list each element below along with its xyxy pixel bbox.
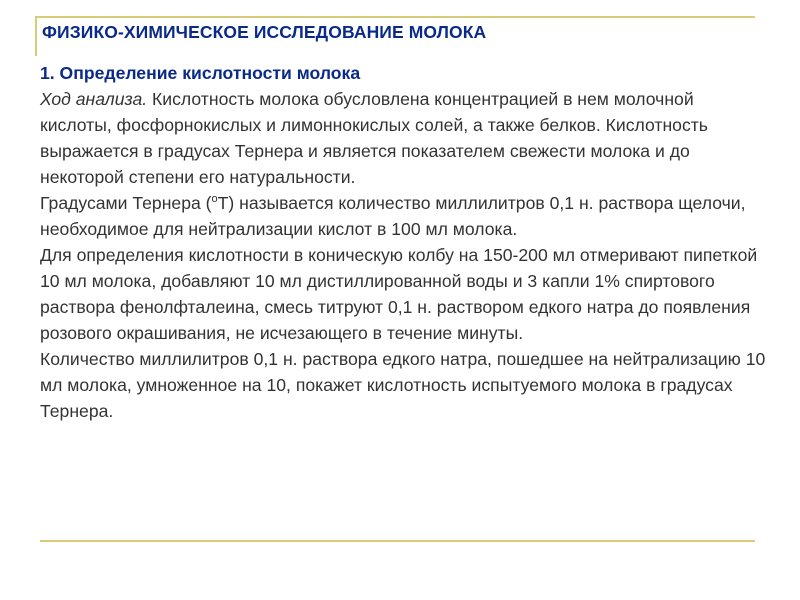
- section-heading: 1. Определение кислотности молока: [40, 63, 361, 83]
- turner-text-before: Градусами Тернера (: [40, 193, 212, 213]
- bottom-divider: [40, 540, 755, 542]
- slide-title: ФИЗИКО-ХИМИЧЕСКОЕ ИССЛЕДОВАНИЕ МОЛОКА: [42, 22, 487, 42]
- turner-text-after: Т) называется количество миллилитров 0,1 н. раствора щелочи, необходимое для нейтрализации кислот в 100 мл молока.: [40, 193, 746, 239]
- degree-superscript: о: [211, 193, 218, 206]
- paragraph-procedure: Для определения кислотности в коническую колбу на 150-200 мл отмеривают пипеткой 10 мл молока, добавляют 10 мл дистиллированной воды и 3 капли 1% спиртового раствора фенолфталеина, смесь титруют 0,1 н. раствором едкого натра до появления розового окрашивания, не исчезающего в течение минуты.: [40, 245, 758, 343]
- analysis-lead: Ход анализа.: [40, 89, 148, 109]
- slide-body: [40, 60, 770, 424]
- paragraph-calculation: Количество миллилитров 0,1 н. раствора едкого натра, пошедшее на нейтрализацию 10 мл молока, умноженное на 10, покажет кислотность испытуемого молока в градусах Тернера.: [40, 349, 766, 421]
- analysis-text: Кислотность молока обусловлена концентрацией в нем молочной кислоты, фосфорнокислых и лимоннокислых солей, а также белков. Кислотность выражается в градусах Тернера и является показателем свежести молока и до некоторой степени его натуральности.: [40, 89, 708, 187]
- top-divider: [35, 16, 755, 18]
- left-divider: [35, 16, 37, 56]
- paragraph-turner-definition: [40, 190, 770, 242]
- paragraph-analysis: [40, 86, 770, 190]
